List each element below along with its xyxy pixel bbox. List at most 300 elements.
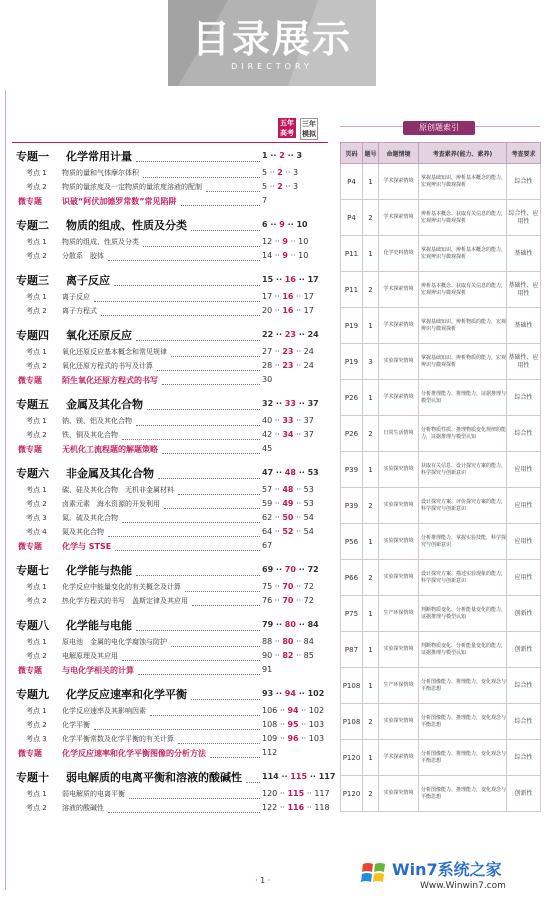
toc-page-numbers [262, 347, 328, 356]
toc-page-number: 70 [282, 582, 294, 591]
index-row [341, 632, 541, 668]
toc-sub-row [12, 527, 328, 541]
toc-page-number: 24 [303, 347, 314, 356]
toc-page-number: 37 [307, 399, 319, 408]
toc-page-number: 5 [262, 182, 268, 191]
toc-page-number: 102 [308, 706, 325, 715]
toc-topic-row [12, 617, 328, 635]
toc-page-number: 5 [262, 168, 268, 177]
toc-page-numbers [262, 499, 328, 508]
toc-page-number: 33 [284, 399, 296, 408]
toc-leader-dots [192, 605, 260, 606]
index-cell-page: P108 [341, 668, 363, 704]
toc-page-number: 7 [262, 196, 268, 205]
toc-sub-row [12, 720, 328, 734]
toc-leader-dots [178, 743, 260, 744]
toc-leader-dots [108, 812, 260, 813]
toc-page-numbers [262, 772, 336, 781]
index-cell-requirement: 应用性 [507, 488, 541, 524]
toc-leader-dots [191, 230, 260, 231]
toc-page-separator: ·· [272, 347, 283, 356]
index-cell-requirement: 综合性、应用性 [507, 200, 541, 236]
toc-page-separator: ·· [293, 430, 304, 439]
toc-page-number: 90 [262, 651, 273, 660]
index-cell-page: P4 [341, 200, 363, 236]
page-title: 目录展示 [191, 17, 352, 61]
toc-page-number: 24 [307, 330, 319, 339]
toc-page-number: 80 [284, 620, 296, 629]
toc-leader-dots [94, 729, 260, 730]
toc-topic-row [12, 327, 328, 345]
index-cell-scene: 学术探索情境 [379, 380, 419, 416]
toc-topic-label: 专题十 [16, 771, 49, 784]
toc-page-numbers [262, 375, 328, 384]
index-cell-ability: 设计探究方案、评价探究方案的能力，科学探究与创新意识 [419, 488, 507, 524]
toc-topic-label: 专题七 [16, 564, 49, 577]
toc-page-number: 72 [303, 596, 314, 605]
toc-sub-title: 热化学方程式的书写 盖斯定律及其应用 [62, 597, 188, 605]
toc-sub-title: 氮及其化合物 [62, 528, 104, 536]
toc-page-number: 12 [262, 237, 273, 246]
toc-page-number: 10 [298, 237, 309, 246]
toc-topic-title: 弱电解质的电离平衡和溶液的酸碱性 [66, 771, 242, 784]
toc-page-number: 37 [303, 430, 314, 439]
toc-sub-row [12, 416, 328, 430]
toc-page-number: 14 [262, 251, 273, 260]
toc-page-number: 54 [303, 527, 314, 536]
toc-page-number: 27 [262, 347, 273, 356]
toc-topic-title: 非金属及其化合物 [66, 467, 154, 480]
index-row [341, 596, 541, 632]
toc-leader-dots [136, 425, 260, 426]
toc-page-numbers [262, 399, 328, 408]
toc-sub-row [12, 582, 328, 596]
toc-page-number: 94 [287, 706, 299, 715]
toc-page-number: 53 [307, 468, 319, 477]
toc-page-numbers [262, 292, 328, 301]
toc-page-separator: ·· [272, 582, 283, 591]
toc-sub-row [12, 803, 328, 817]
toc-page-separator: ·· [272, 292, 283, 301]
toc-leader-dots [246, 782, 260, 783]
page-number: · 1 · [255, 876, 271, 885]
toc-page-number: 115 [290, 772, 308, 781]
toc-page-number: 91 [262, 665, 273, 674]
toc-leader-dots [122, 522, 260, 523]
toc-page-separator: ·· [293, 596, 304, 605]
toc-page-number: 122 [262, 803, 278, 812]
toc-page-separator: ·· [273, 565, 285, 574]
toc-topic-title: 金属及其化合物 [66, 398, 143, 411]
toc-page-number: 108 [262, 720, 278, 729]
index-row [341, 776, 541, 812]
index-cell-number: 1 [363, 740, 379, 776]
toc-topic-row [12, 396, 328, 414]
index-cell-page: P56 [341, 524, 363, 560]
toc-sub-label: 考点 1 [26, 486, 47, 494]
toc-micro-label: 微专题 [18, 445, 42, 454]
index-row [341, 200, 541, 236]
toc-page-number: 50 [282, 513, 294, 522]
toc-sub-label: 考点 1 [26, 790, 47, 798]
index-cell-requirement: 创新性 [507, 632, 541, 668]
toc-sub-title: 弱电解质的电离平衡 [62, 790, 125, 798]
toc-sub-title: 离子反应 [62, 293, 90, 301]
toc-page-number: 32 [262, 399, 274, 408]
index-cell-scene: 实验探究情境 [379, 344, 419, 380]
toc-sub-row [12, 596, 328, 610]
toc-page-number: 6 [262, 220, 268, 229]
watermark [360, 855, 545, 897]
toc-page-separator: ·· [295, 330, 308, 339]
index-row [341, 272, 541, 308]
toc-page-number: 70 [284, 565, 296, 574]
toc-sub-title: 物质的组成、性质及分类 [62, 238, 139, 246]
index-cell-ability: 辨析基本概念、获取有关信息的能力，宏观辨识与微观探析 [419, 272, 507, 308]
toc-micro-row [12, 748, 328, 762]
index-panel [340, 112, 540, 856]
toc-sub-label: 考点 1 [26, 293, 47, 301]
index-cell-requirement: 综合性 [507, 380, 541, 416]
toc-page-number: 103 [308, 734, 325, 743]
toc-page-numbers [262, 720, 328, 729]
toc-page-numbers [262, 182, 328, 191]
toc-micro-label: 微专题 [18, 666, 42, 675]
toc-sub-row [12, 513, 328, 527]
toc-page-number: 47 [262, 468, 274, 477]
toc-sub-label: 考点 1 [26, 238, 47, 246]
toc-page-separator: ·· [295, 620, 308, 629]
toc-sub-row [12, 499, 328, 513]
index-cell-scene: 实验探究情境 [379, 704, 419, 740]
toc-page-separator: ·· [273, 330, 285, 339]
toc-page-number: 48 [284, 468, 296, 477]
toc-page-separator: ·· [272, 237, 283, 246]
toc-page-separator: ·· [293, 637, 304, 646]
toc-leader-dots [158, 478, 260, 479]
toc-page-separator: ·· [273, 468, 285, 477]
toc-page-numbers [262, 151, 328, 160]
toc-leader-dots [136, 161, 260, 162]
toc-micro-row [12, 444, 328, 458]
toc-leader-dots [94, 301, 260, 302]
toc-topic-title: 化学反应速率和化学平衡 [66, 688, 187, 701]
toc-leader-dots [191, 699, 260, 700]
toc-page-separator: ·· [293, 513, 304, 522]
toc-page-separator: ·· [272, 251, 283, 260]
toc-page-separator: ·· [293, 416, 304, 425]
toc-micro-label: 微专题 [18, 376, 42, 385]
toc-page-number: 23 [282, 347, 294, 356]
index-row [341, 452, 541, 488]
toc-page-number: 72 [307, 565, 319, 574]
index-cell-page: P87 [341, 632, 363, 668]
toc-panel [5, 90, 336, 890]
windows-logo-icon [360, 859, 388, 887]
index-cell-number: 1 [363, 236, 379, 272]
index-cell-requirement: 应用性 [507, 524, 541, 560]
index-cell-ability: 掌握基础知识、辨析基本概念的能力，宏观辨识与微观探析 [419, 236, 507, 272]
toc-page-numbers [262, 485, 328, 494]
toc-page-numbers [262, 513, 328, 522]
toc-sub-title: 离子方程式 [62, 307, 97, 315]
toc-page-number: 17 [303, 292, 314, 301]
header-banner [168, 0, 376, 86]
toc-page-numbers [262, 789, 328, 798]
toc-page-number: 69 [262, 565, 274, 574]
toc-leader-dots [157, 370, 260, 371]
toc-sub-label: 考点 2 [26, 721, 47, 729]
toc-page-separator: ·· [273, 689, 285, 698]
toc-sub-row [12, 182, 328, 196]
toc-topic-label: 专题九 [16, 688, 49, 701]
toc-page-number: 116 [287, 803, 305, 812]
toc-page-number: 54 [303, 513, 314, 522]
toc-page-number: 64 [262, 527, 273, 536]
toc-sub-title: 原电池 金属的电化学腐蚀与防护 [62, 638, 167, 646]
toc-page-number: 22 [262, 330, 274, 339]
index-cell-page: P19 [341, 344, 363, 380]
index-cell-number: 1 [363, 596, 379, 632]
toc-sub-title: 铁、铜及其化合物 [62, 431, 118, 439]
toc-sub-title: 溶液的酸碱性 [62, 804, 104, 812]
toc-sub-title: 氮、硫及其化合物 [62, 514, 118, 522]
toc-micro-row [12, 541, 328, 555]
toc-topic-title: 氧化还原反应 [66, 329, 132, 342]
toc-topic-row [12, 148, 328, 166]
toc-leader-dots [171, 646, 260, 647]
index-cell-scene: 日常生活情境 [379, 416, 419, 452]
index-cell-ability: 分析图像能力、推理能力，变化观念与平衡思想 [419, 668, 507, 704]
toc-page-numbers [262, 416, 328, 425]
toc-page-number: 23 [282, 361, 294, 370]
index-cell-scene: 实验探究情境 [379, 560, 419, 596]
toc-page-separator: ·· [304, 789, 315, 798]
toc-page-number: 10 [296, 220, 308, 229]
toc-page-separator: ·· [295, 468, 308, 477]
index-cell-requirement: 基础性 [507, 236, 541, 272]
toc-page-number: 45 [262, 444, 273, 453]
index-row [341, 416, 541, 452]
toc-sub-title: 碳、硅及其化合物 无机非金属材料 [62, 486, 174, 494]
index-cell-scene: 实验探究情境 [379, 488, 419, 524]
index-header-number: 题号 [363, 143, 379, 164]
toc-page-separator: ·· [277, 803, 288, 812]
toc-leader-dots [171, 356, 260, 357]
toc-sub-title: 化学反应中能量变化的有关概念及计算 [62, 583, 181, 591]
toc-page-numbers [262, 565, 328, 574]
toc-page-separator: ·· [293, 582, 304, 591]
toc-leader-dots [150, 715, 260, 716]
toc-page-separator: ·· [277, 720, 288, 729]
toc-topic-title: 物质的组成、性质及分类 [66, 219, 187, 232]
index-cell-scene: 学术探索情境 [379, 164, 419, 200]
toc-page-number: 53 [303, 499, 314, 508]
toc-page-separator: ·· [267, 151, 280, 160]
index-header-scene: 命题情境 [379, 143, 419, 164]
index-cell-ability: 辨析基本概念、获取有关信息的能力，宏观辨识与微观探析 [419, 200, 507, 236]
toc-page-number: 67 [262, 541, 273, 550]
index-cell-page: P4 [341, 164, 363, 200]
toc-leader-dots [115, 550, 260, 551]
toc-page-separator: ·· [272, 637, 283, 646]
toc-page-number: 42 [262, 430, 273, 439]
toc-sub-label: 考点 2 [26, 183, 47, 191]
toc-page-number: 102 [307, 689, 325, 698]
toc-sub-row [12, 347, 328, 361]
toc-sub-row [12, 706, 328, 720]
toc-sub-label: 考点 1 [26, 348, 47, 356]
toc-page-separator: ·· [298, 734, 309, 743]
toc-page-number: 103 [308, 720, 325, 729]
toc-sub-label: 考点 1 [26, 417, 47, 425]
index-cell-number: 2 [363, 776, 379, 812]
toc-page-separator: ·· [272, 499, 283, 508]
toc-page-numbers [262, 527, 328, 536]
index-cell-number: 2 [363, 272, 379, 308]
toc-page-separator: ·· [272, 651, 283, 660]
toc-micro-title: 化学与 STSE [62, 542, 112, 551]
toc-topic-title: 化学能与热能 [66, 564, 132, 577]
index-row [341, 164, 541, 200]
toc-micro-title: 陌生氧化还原方程式的书写 [62, 376, 158, 385]
toc-page-separator: ·· [278, 772, 291, 781]
toc-page-separator: ·· [277, 734, 288, 743]
toc-topic-row [12, 686, 328, 704]
toc-leader-dots [136, 630, 260, 631]
toc-topic-row [12, 217, 328, 235]
toc-page-number: 9 [282, 251, 288, 260]
toc-topic-row [12, 769, 336, 787]
index-cell-ability: 分析推理能力、掌握实验技能，科学探究与创新意识 [419, 524, 507, 560]
index-cell-page: P11 [341, 272, 363, 308]
toc-page-numbers [262, 196, 328, 205]
toc-page-number: 17 [307, 275, 319, 284]
index-cell-ability: 判断物质变化、分析能量变化的能力，证据推理与模型认知 [419, 632, 507, 668]
toc-page-separator: ·· [304, 803, 315, 812]
toc-page-numbers [262, 237, 328, 246]
toc-page-numbers [262, 468, 328, 477]
toc-sub-title: 氧化还原方程式的书写及计算 [62, 362, 153, 370]
toc-page-numbers [262, 306, 328, 315]
toc-page-number: 88 [262, 637, 273, 646]
index-cell-scene: 生产环保情境 [379, 668, 419, 704]
toc-sub-title: 分散系 胶体 [62, 252, 104, 260]
index-cell-scene: 学术探索情境 [379, 308, 419, 344]
index-cell-page: P66 [341, 560, 363, 596]
toc-page-number: 3 [293, 168, 299, 177]
toc-page-number: 59 [262, 499, 273, 508]
toc-sub-row [12, 485, 328, 499]
toc-page-numbers [262, 665, 328, 674]
toc-page-number: 48 [282, 485, 294, 494]
toc-page-number: 120 [262, 789, 278, 798]
toc-page-separator: ·· [293, 361, 304, 370]
toc-page-separator: ·· [284, 151, 297, 160]
toc-page-number: 16 [284, 275, 296, 284]
index-cell-ability: 获取有关信息、设计探究方案的能力，科学探究与创新意识 [419, 452, 507, 488]
toc-sub-label: 考点 2 [26, 597, 47, 605]
toc-page-numbers [262, 330, 328, 339]
index-cell-ability: 掌握基础知识、辨析物质的能力，宏观辨识与微观探析 [419, 344, 507, 380]
toc-page-separator: ·· [295, 275, 308, 284]
index-cell-ability: 掌握基础知识、辨析物质的能力，宏观辨识与微观探析 [419, 308, 507, 344]
index-cell-page: P39 [341, 452, 363, 488]
toc-page-number: 52 [282, 527, 294, 536]
toc-page-separator: ·· [295, 399, 308, 408]
toc-topic-label: 专题二 [16, 219, 49, 232]
index-cell-number: 2 [363, 416, 379, 452]
toc-topic-title: 离子反应 [66, 274, 110, 287]
toc-sub-label: 考点 1 [26, 707, 47, 715]
toc-page-separator: ·· [267, 220, 280, 229]
toc-topic-title: 化学能与电能 [66, 619, 132, 632]
toc-topic-title: 化学常用计量 [66, 150, 132, 163]
index-cell-requirement: 综合性 [507, 668, 541, 704]
toc-page-numbers [262, 689, 328, 698]
toc-page-separator: ·· [267, 182, 278, 191]
toc-leader-dots [108, 536, 260, 537]
index-cell-page: P39 [341, 488, 363, 524]
toc-page-numbers [262, 361, 328, 370]
toc-micro-label: 微专题 [18, 749, 42, 758]
index-cell-page: P19 [341, 308, 363, 344]
toc-page-numbers [262, 251, 328, 260]
toc-page-separator: ·· [282, 182, 294, 191]
toc-page-separator: ·· [284, 220, 297, 229]
toc-page-number: 117 [314, 789, 330, 798]
toc-page-number: 109 [262, 734, 278, 743]
index-cell-number: 2 [363, 488, 379, 524]
toc-micro-row [12, 196, 328, 210]
toc-page-separator: ·· [272, 430, 283, 439]
toc-leader-dots [129, 798, 260, 799]
toc-page-separator: ·· [277, 789, 288, 798]
toc-page-number: 93 [262, 689, 274, 698]
toc-sub-label: 考点 2 [26, 804, 47, 812]
toc-sub-label: 考点 3 [26, 735, 47, 743]
index-cell-page: P120 [341, 740, 363, 776]
toc-sub-label: 考点 3 [26, 514, 47, 522]
toc-sub-label: 考点 1 [26, 169, 47, 177]
page-subtitle: DIRECTORY [231, 62, 313, 71]
toc-page-numbers [262, 620, 328, 629]
index-cell-ability: 分析图像能力、推理能力，变化观念与平衡思想 [419, 776, 507, 812]
toc-page-number: 84 [307, 620, 319, 629]
toc-page-numbers [262, 430, 328, 439]
toc-page-separator: ·· [272, 513, 283, 522]
toc-topic-row [12, 562, 328, 580]
toc-page-number: 2 [277, 168, 283, 177]
index-cell-scene: 学术探索情境 [379, 740, 419, 776]
index-cell-scene: 学术探索情境 [379, 272, 419, 308]
toc-page-number: 16 [282, 306, 294, 315]
toc-page-number: 106 [262, 706, 278, 715]
toc-page-separator: ·· [272, 596, 283, 605]
toc-page-separator: ·· [295, 689, 308, 698]
toc-page-separator: ·· [293, 306, 304, 315]
index-cell-ability: 分析推理能力、推理能力，证据推理与模型认知 [419, 380, 507, 416]
toc-page-numbers [262, 706, 328, 715]
index-cell-number: 1 [363, 632, 379, 668]
toc-page-number: 57 [262, 485, 273, 494]
toc-page-number: 3 [293, 182, 299, 191]
toc-page-separator: ·· [272, 416, 283, 425]
toc-sub-label: 考点 2 [26, 307, 47, 315]
toc-topic-label: 专题一 [16, 150, 49, 163]
toc-page-number: 40 [262, 416, 273, 425]
toc-page-numbers [262, 220, 328, 229]
